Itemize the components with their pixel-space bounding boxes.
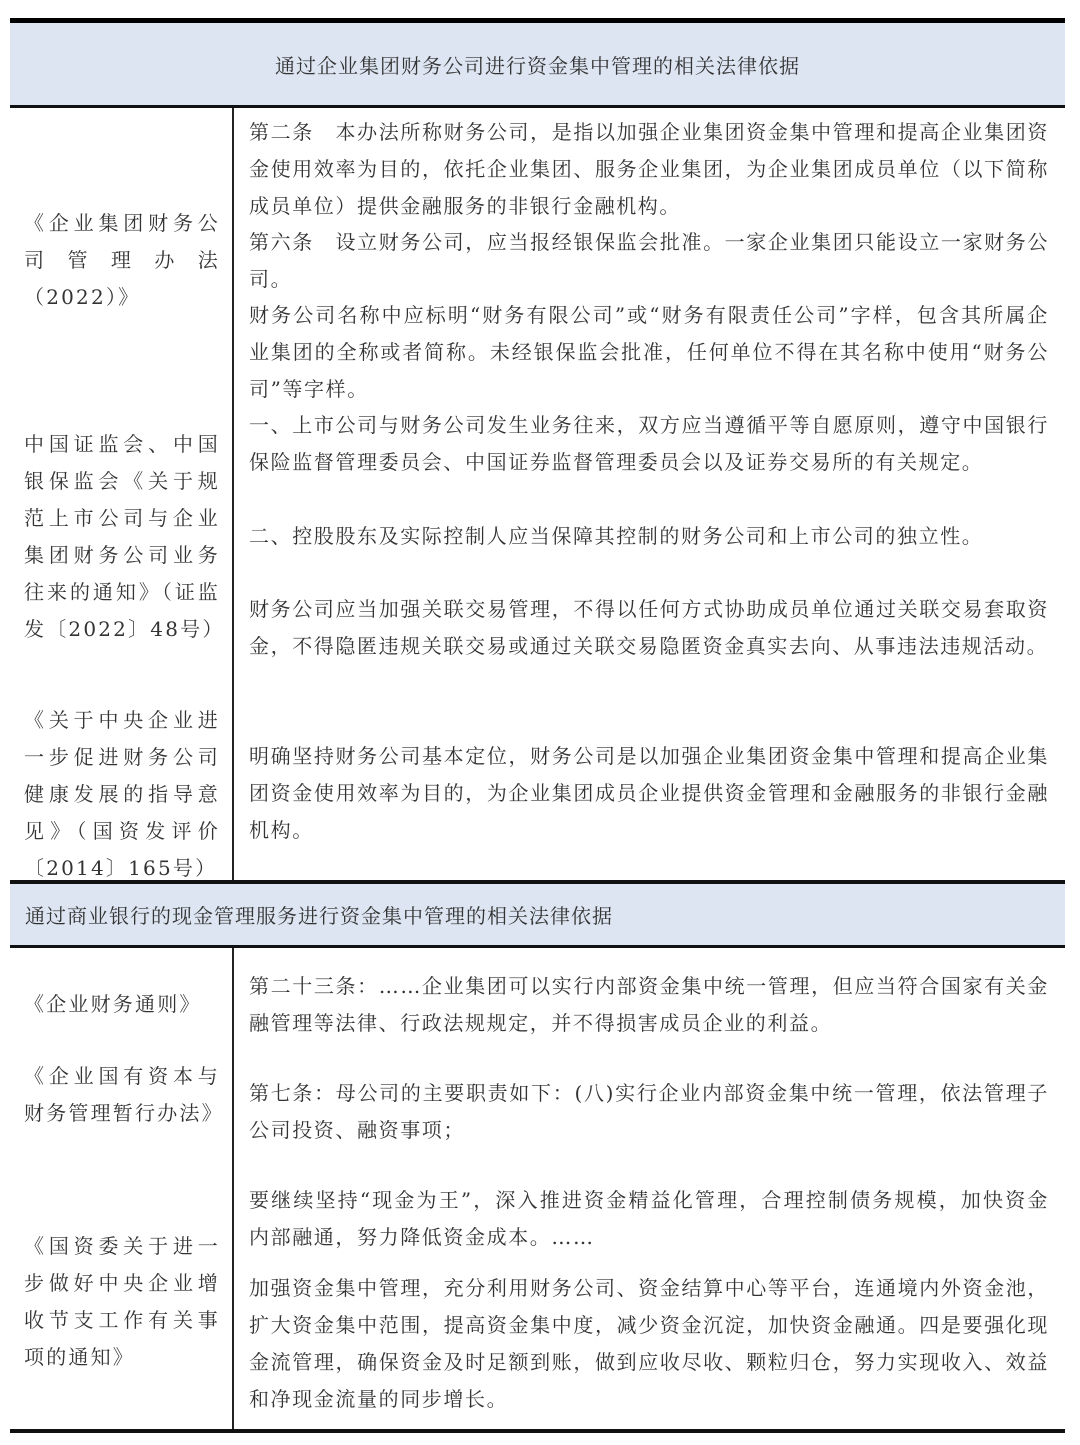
- section2-body: [10, 948, 1065, 1429]
- regulation-clause: 加强资金集中管理，充分利用财务公司、资金结算中心等平台，连通境内外资金池，扩大资金集中范围，提高资金集中度，减少资金沉淀，加快资金融通。四是要强化现金流管理，确保资金及时足额到账，做到应收尽收、颗粒归仓，努力实现收入、效益和净现金流量的同步增长。: [249, 1276, 1049, 1411]
- regulation-name: 《国资委关于进一步做好中央企业增收节支工作有关事项的通知》: [24, 1234, 220, 1369]
- regulation-clause: 第二条 本办法所称财务公司，是指以加强企业集团资金集中管理和提高企业集团资金使用效率为目的，依托企业集团、服务企业集团，为企业集团成员单位（以下简称成员单位）提供金融服务的非银行金融机构。: [249, 120, 1049, 218]
- regulation-clause: 要继续坚持“现金为王”，深入推进资金精益化管理，合理控制债务规模，加快资金内部融通，努力降低资金成本。……: [249, 1188, 1049, 1249]
- regulation-clause: 明确坚持财务公司基本定位，财务公司是以加强企业集团资金集中管理和提高企业集团资金使用效率为目的，为企业集团成员企业提供资金管理和金融服务的非银行金融机构。: [249, 744, 1049, 842]
- regulation-clause: 第二十三条：……企业集团可以实行内部资金集中统一管理，但应当符合国家有关金融管理等法律、行政法规规定，并不得损害成员企业的利益。: [249, 974, 1049, 1035]
- regulation-clause: 第七条：母公司的主要职责如下：(八)实行企业内部资金集中统一管理，依法管理子公司投资、融资事项；: [249, 1081, 1049, 1142]
- section1-header: [10, 23, 1065, 108]
- section1-left-column: [10, 108, 234, 880]
- regulation-name: 《企业国有资本与财务管理暂行办法》: [24, 1064, 224, 1125]
- regulation-clause: 财务公司应当加强关联交易管理，不得以任何方式协助成员单位通过关联交易套取资金，不得隐匿违规关联交易或通过关联交易隐匿资金真实去向、从事违法违规活动。: [249, 597, 1049, 658]
- legal-basis-table: [10, 18, 1065, 1433]
- section1-body: [10, 108, 1065, 880]
- section2-right-column: [234, 948, 1065, 1429]
- regulation-clause: 二、控股股东及实际控制人应当保障其控制的财务公司和上市公司的独立性。: [249, 524, 984, 548]
- regulation-name: 《企业集团财务公司管理办法（2022）》: [24, 211, 220, 309]
- table-bottom-border: [10, 1429, 1065, 1433]
- section2-left-column: [10, 948, 234, 1429]
- regulation-clause: 一、上市公司与财务公司发生业务往来，双方应当遵循平等自愿原则，遵守中国银行保险监督管理委员会、中国证券监督管理委员会以及证券交易所的有关规定。: [249, 413, 1049, 474]
- regulation-name: 中国证监会、中国银保监会《关于规范上市公司与企业集团财务公司业务往来的通知》（证监发〔2022〕48号）: [24, 432, 225, 641]
- regulation-clause: 财务公司名称中应标明“财务有限公司”或“财务有限责任公司”字样，包含其所属企业集团的全称或者简称。未经银保监会批准，任何单位不得在其名称中使用“财务公司”等字样。: [249, 303, 1049, 401]
- section1-right-column: [234, 108, 1065, 880]
- section2-title: 通过商业银行的现金管理服务进行资金集中管理的相关法律依据: [25, 904, 613, 928]
- regulation-name: 《企业财务通则》: [24, 992, 202, 1016]
- regulation-name: 《关于中央企业进一步促进财务公司健康发展的指导意见》（国资发评价〔2014〕165号）: [24, 708, 220, 880]
- section1-title: 通过企业集团财务公司进行资金集中管理的相关法律依据: [275, 53, 800, 78]
- section2-header: [10, 884, 1065, 948]
- regulation-clause: 第六条 设立财务公司，应当报经银保监会批准。一家企业集团只能设立一家财务公司。: [249, 230, 1049, 291]
